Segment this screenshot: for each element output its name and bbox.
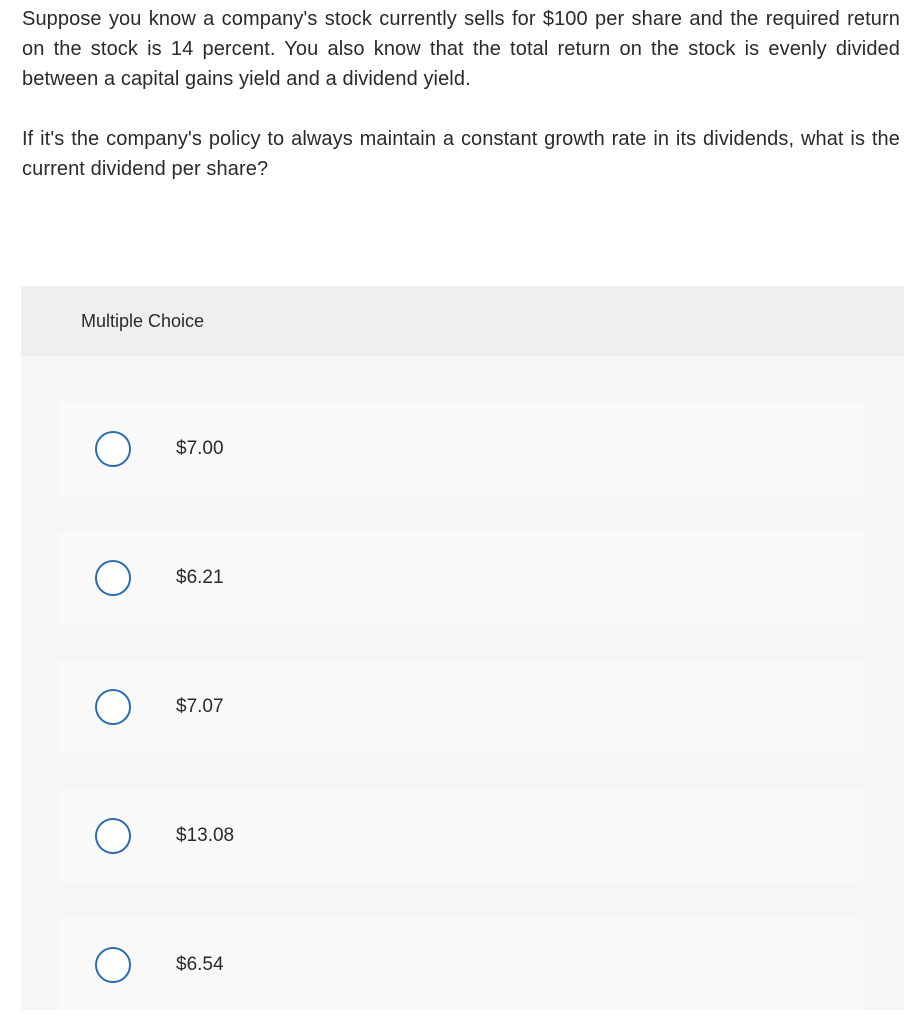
multiple-choice-title: Multiple Choice (81, 310, 205, 331)
question-text (22, 4, 900, 184)
radio-button-icon[interactable] (95, 560, 131, 596)
multiple-choice-header (21, 286, 904, 356)
option-label: $13.08 (176, 824, 235, 846)
multiple-choice-panel (21, 286, 904, 1010)
radio-button-icon[interactable] (95, 818, 131, 854)
option-4[interactable] (58, 789, 864, 882)
option-label: $6.54 (176, 953, 224, 975)
radio-button-icon[interactable] (95, 431, 131, 467)
question-paragraph-1: Suppose you know a company's stock currently sells for $100 per share and the required return on the stock is 14 percent. You also know that the total return on the stock is evenly divided between a capital gains yield and a dividend yield. (22, 8, 900, 90)
option-2[interactable] (58, 531, 864, 624)
option-3[interactable] (58, 660, 864, 753)
radio-button-icon[interactable] (95, 689, 131, 725)
options-list (21, 356, 904, 1010)
option-1[interactable] (58, 402, 864, 495)
option-label: $7.07 (176, 695, 224, 717)
question-paragraph-2: If it's the company's policy to always maintain a constant growth rate in its dividends, what is the current dividend per share? (22, 128, 900, 180)
option-label: $6.21 (176, 566, 224, 588)
option-label: $7.00 (176, 437, 224, 459)
radio-button-icon[interactable] (95, 947, 131, 983)
option-5[interactable] (58, 918, 864, 1010)
